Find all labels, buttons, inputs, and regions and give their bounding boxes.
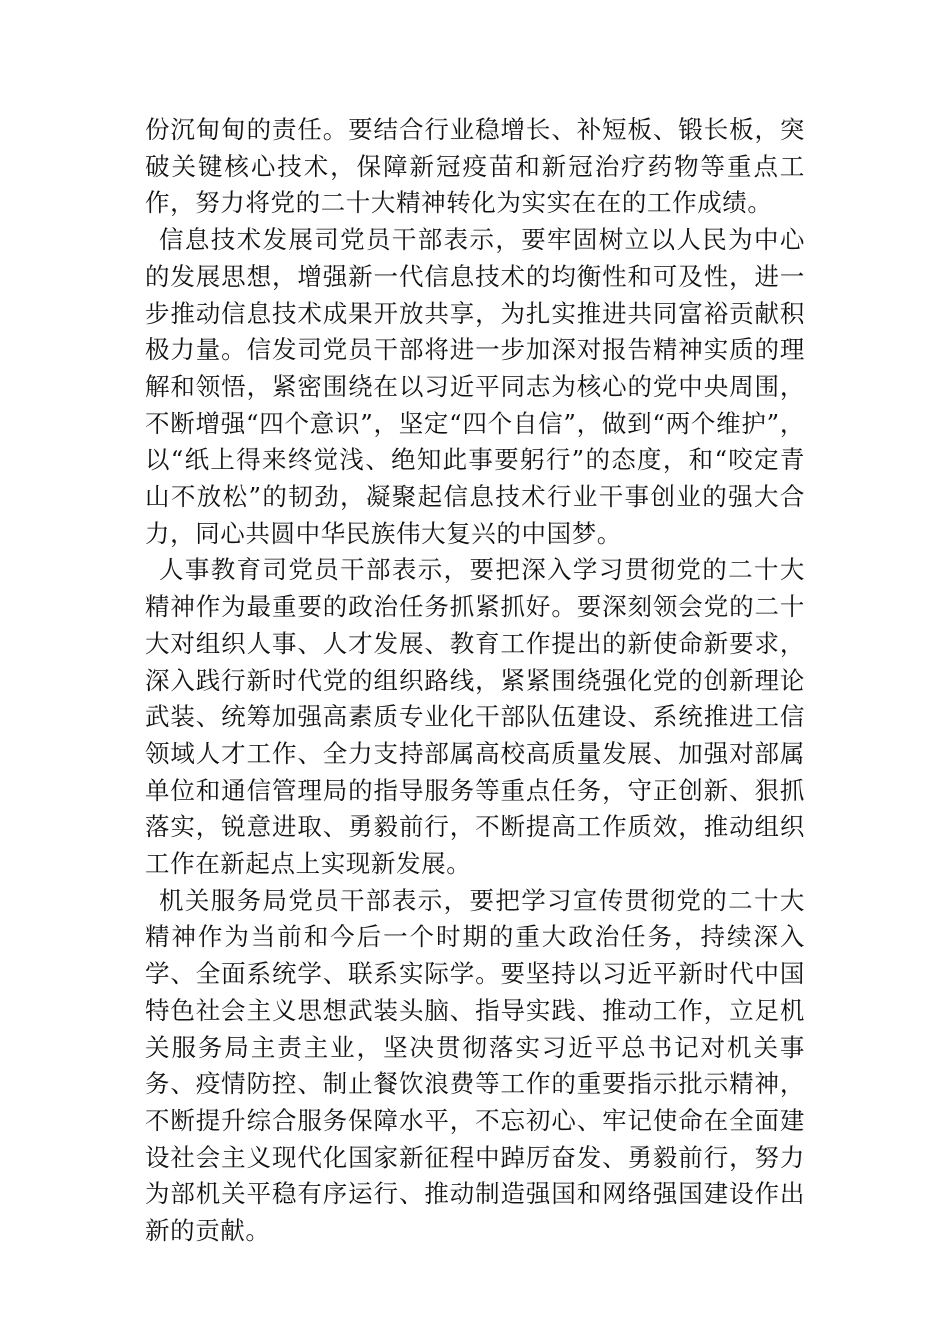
paragraph-personnel-education-dept: 人事教育司党员干部表示，要把深入学习贯彻党的二十大精神作为最重要的政治任务抓紧抓好。要深刻领会党的二十大对组织人事、人才发展、教育工作提出的新使命新要求，深入践行新时代党的组织路线，紧紧围绕强化党的创新理论武装、统筹加强高素质专业化干部队伍建设、系统推进工信领域人才工作、全力支持部属高校高质量发展、加强对部属单位和通信管理局的指导服务等重点任务，守正创新、狠抓落实，锐意进取、勇毅前行，不断提高工作质效，推动组织工作在新起点上实现新发展。: [145, 555, 805, 879]
paragraph-continuation: 份沉甸甸的责任。要结合行业稳增长、补短板、锻长板，突破关键核心技术，保障新冠疫苗和新冠治疗药物等重点工作，努力将党的二十大精神转化为实实在在的工作成绩。: [145, 115, 805, 218]
paragraph-information-technology-dept: 信息技术发展司党员干部表示，要牢固树立以人民为中心的发展思想，增强新一代信息技术的均衡性和可及性，进一步推动信息技术成果开放共享，为扎实推进共同富裕贡献积极力量。信发司党员干部将进一步加深对报告精神实质的理解和领悟，紧密围绕在以习近平同志为核心的党中央周围，不断增强“四个意识”，坚定“四个自信”，做到“两个维护”，以“纸上得来终觉浅、绝知此事要躬行”的态度，和“咬定青山不放松”的韧劲，凝聚起信息技术行业干事创业的强大合力，同心共圆中华民族伟大复兴的中国梦。: [145, 225, 805, 548]
document-page: [145, 112, 805, 1250]
paragraph-service-bureau: 机关服务局党员干部表示，要把学习宣传贯彻党的二十大精神作为当前和今后一个时期的重大政治任务，持续深入学、全面系统学、联系实际学。要坚持以习近平新时代中国特色社会主义思想武装头脑、指导实践、推动工作，立足机关服务局主责主业，坚决贯彻落实习近平总书记对机关事务、疫情防控、制止餐饮浪费等工作的重要指示批示精神，不断提升综合服务保障水平，不忘初心、牢记使命在全面建设社会主义现代化国家新征程中踔厉奋发、勇毅前行，努力为部机关平稳有序运行、推动制造强国和网络强国建设作出新的贡献。: [145, 885, 805, 1246]
